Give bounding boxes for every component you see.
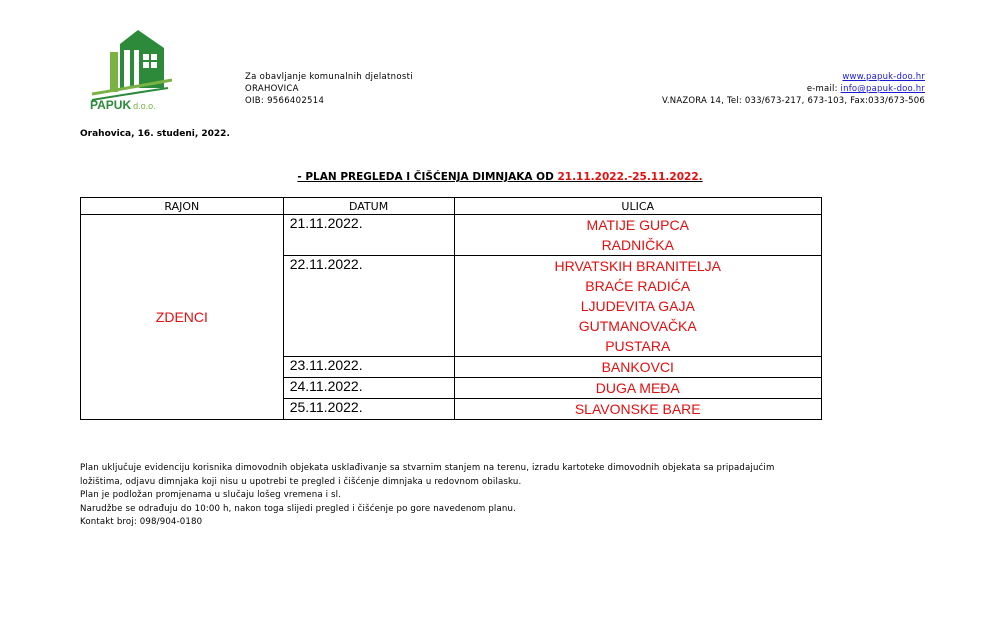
ulica-cell: MATIJE GUPCA [454, 215, 822, 236]
header-datum: DATUM [283, 198, 454, 215]
note-line: ložištima, odjavu dimnjaka koji nisu u upotrebi te pregled i čišćenje dimnjaka u redovnom obilasku. [80, 476, 522, 487]
rajon-cell: ZDENCI [81, 215, 284, 420]
schedule-table [80, 197, 822, 420]
company-line: Za obavljanje komunalnih djelatnosti [245, 72, 413, 82]
company-line: OIB: 9566402514 [245, 96, 325, 106]
ulica-cell: BANKOVCI [454, 357, 822, 378]
website-link[interactable]: www.papuk-doo.hr [842, 72, 925, 82]
table-row [81, 215, 822, 236]
notes-section [80, 462, 774, 530]
note-line: Kontakt broj: 098/904-0180 [80, 517, 203, 527]
title-date-range: 21.11.2022.-25.11.2022. [557, 171, 703, 183]
ulica-cell: PUSTARA [454, 336, 822, 357]
ulica-cell: LJUDEVITA GAJA [454, 296, 822, 316]
title-prefix: - PLAN PREGLEDA I ČIŠĆENJA DIMNJAKA OD [297, 171, 558, 183]
ulica-cell: RADNIČKA [454, 235, 822, 256]
ulica-cell: SLAVONSKE BARE [454, 399, 822, 420]
contact-info [662, 71, 925, 107]
document-title [0, 171, 1000, 183]
header-ulica: ULICA [454, 198, 822, 215]
address-line: V.NAZORA 14, Tel: 033/673-217, 673-103, Fax:033/673-506 [661, 96, 925, 106]
document-date: Orahovica, 16. studeni, 2022. [80, 129, 230, 139]
company-line: ORAHOVICA [245, 84, 299, 94]
logo-suffix: d.o.o. [133, 101, 156, 111]
note-line: Plan je podložan promjenama u slučaju lošeg vremena i sl. [80, 490, 342, 500]
datum-cell: 21.11.2022. [283, 215, 454, 256]
logo-name: PAPUK [90, 98, 132, 112]
datum-cell: 22.11.2022. [283, 256, 454, 357]
note-line: Narudžbe se odrađuju do 10:00 h, nakon toga slijedi pregled i čišćenje po gore navedenom planu. [80, 503, 516, 514]
email-label: e-mail: [806, 84, 841, 94]
ulica-cell: HRVATSKIH BRANITELJA [454, 256, 822, 277]
logo-text [90, 98, 156, 112]
ulica-cell: DUGA MEĐA [454, 378, 822, 399]
datum-cell: 23.11.2022. [283, 357, 454, 378]
header-rajon: RAJON [81, 198, 284, 215]
ulica-cell: GUTMANOVAČKA [454, 316, 822, 336]
datum-cell: 24.11.2022. [283, 378, 454, 399]
table-header-row [81, 198, 822, 215]
company-info [245, 71, 413, 107]
datum-cell: 25.11.2022. [283, 399, 454, 420]
email-link[interactable]: info@papuk-doo.hr [840, 84, 925, 94]
note-line: Plan uključuje evidenciju korisnika dimovodnih objekata usklađivanje sa stvarnim stanjem na terenu, izradu kartoteke dimovodnih objekata sa pripadajućim [80, 463, 775, 473]
ulica-cell: BRAĆE RADIĆA [454, 276, 822, 296]
